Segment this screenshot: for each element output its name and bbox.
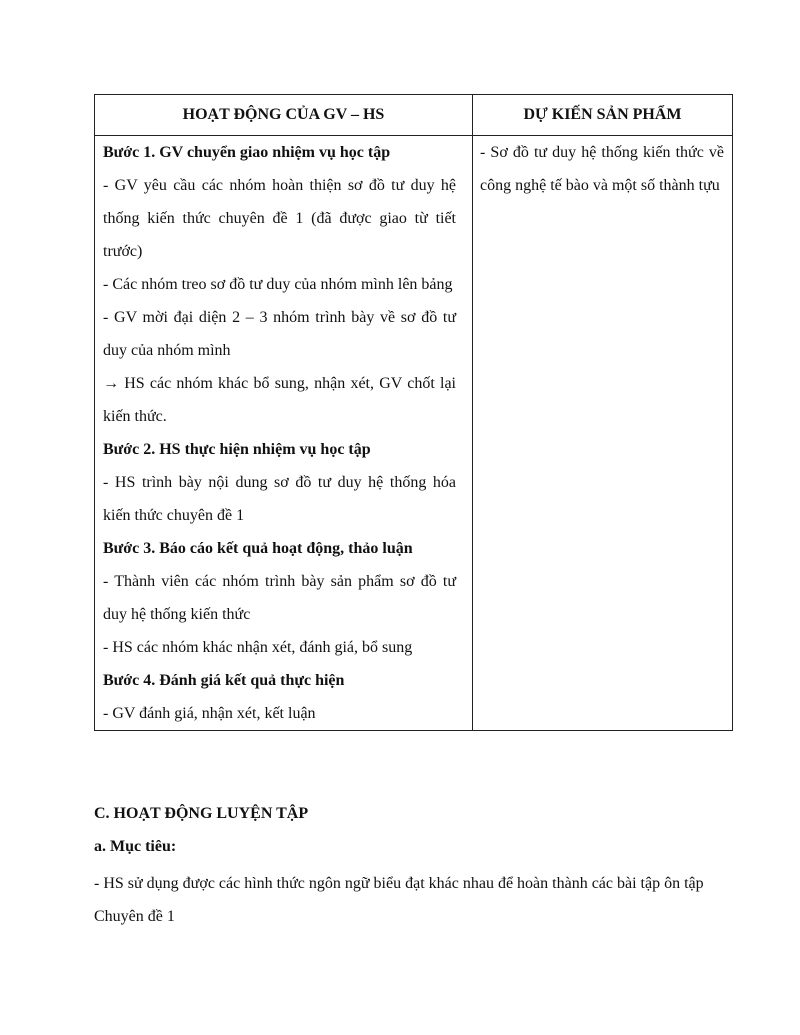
step-2-title: Bước 2. HS thực hiện nhiệm vụ học tập [103, 441, 371, 458]
step-3-item: - HS các nhóm khác nhận xét, đánh giá, bổ sung [103, 639, 413, 656]
table-header-row [95, 95, 733, 136]
step-4-item: - GV đánh giá, nhận xét, kết luận [103, 705, 316, 722]
step-1-title: Bước 1. GV chuyển giao nhiệm vụ học tập [103, 144, 391, 161]
expected-product-text: - Sơ đồ tư duy hệ thống kiến thức về công nghệ tế bào và một số thành tựu [480, 144, 724, 194]
step-3-item: - Thành viên các nhóm trình bày sản phẩm sơ đồ tư duy hệ thống kiến thức [103, 573, 456, 623]
step-4-title: Bước 4. Đánh giá kết quả thực hiện [103, 672, 345, 689]
section-heading: C. HOẠT ĐỘNG LUYỆN TẬP [94, 805, 309, 822]
step-3-title: Bước 3. Báo cáo kết quả hoạt động, thảo luận [103, 540, 413, 557]
activity-table [94, 94, 733, 731]
expected-products-cell [473, 136, 733, 731]
step-1-conclusion: → HS các nhóm khác bổ sung, nhận xét, GV chốt lại kiến thức. [103, 375, 456, 425]
step-1-item: - GV mời đại diện 2 – 3 nhóm trình bày về sơ đồ tư duy của nhóm mình [103, 309, 456, 359]
header-expected-products: DỰ KIẾN SẢN PHẨM [473, 95, 733, 136]
table-body-row [95, 136, 733, 731]
activities-cell [95, 136, 473, 731]
step-1-item: - Các nhóm treo sơ đồ tư duy của nhóm mình lên bảng [103, 276, 453, 293]
section-subheading: a. Mục tiêu: [94, 838, 177, 855]
step-2-item: - HS trình bày nội dung sơ đồ tư duy hệ thống hóa kiến thức chuyên đề 1 [103, 474, 456, 524]
step-1-item: - GV yêu cầu các nhóm hoàn thiện sơ đồ tư duy hệ thống kiến thức chuyên đề 1 (đã được giao từ tiết trước) [103, 177, 456, 260]
section-body: - HS sử dụng được các hình thức ngôn ngữ biểu đạt khác nhau để hoàn thành các bài tập ôn tập Chuyên đề 1 [94, 875, 704, 925]
header-activities: HOẠT ĐỘNG CỦA GV – HS [95, 95, 473, 136]
